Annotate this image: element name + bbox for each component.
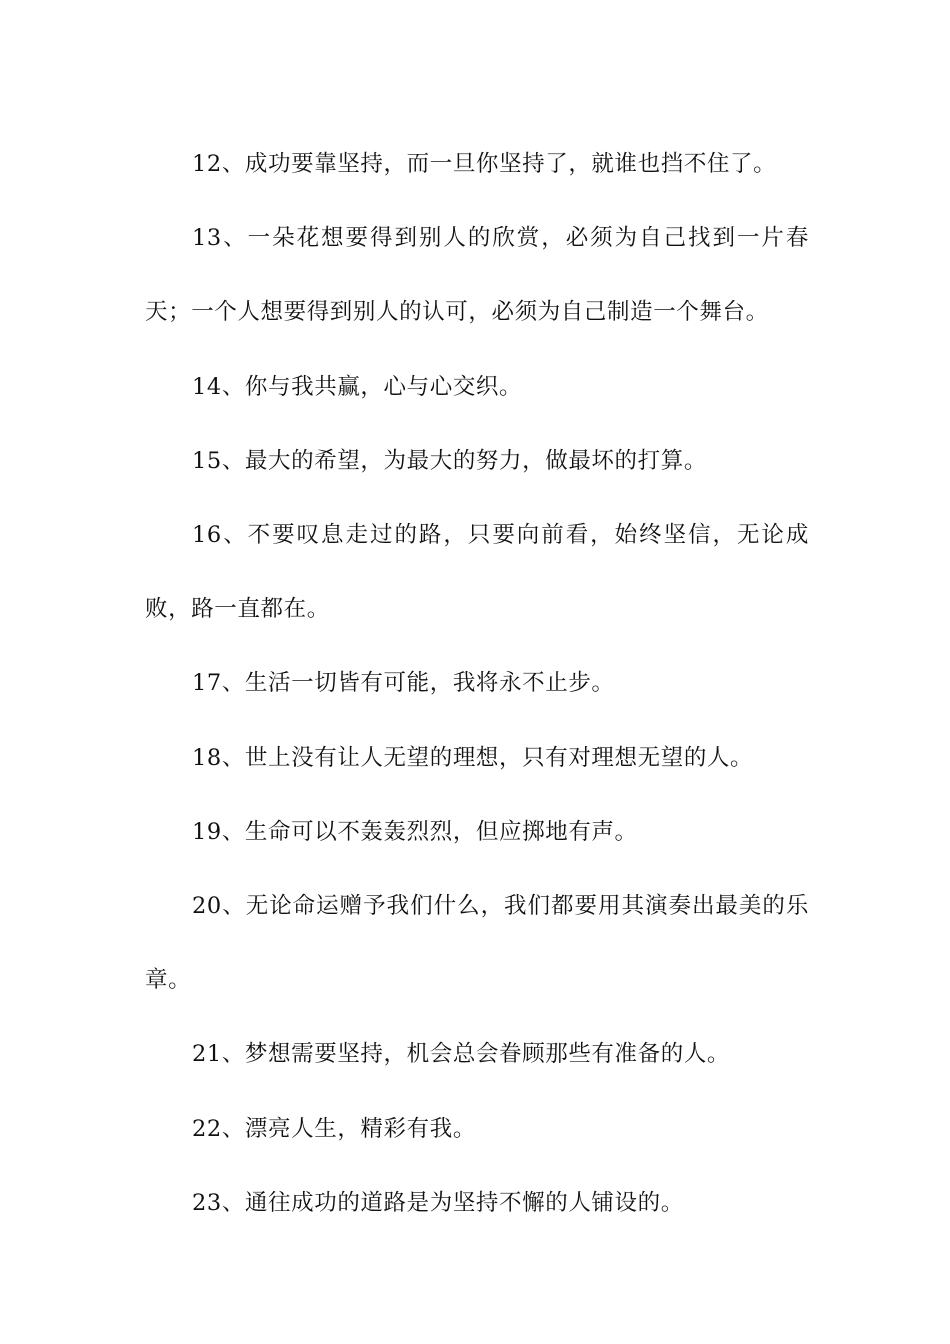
paragraph-17: 17、生活一切皆有可能，我将永不止步。 xyxy=(192,670,615,697)
paragraph-19: 19、生命可以不轰轰烈烈，但应掷地有声。 xyxy=(192,818,638,845)
paragraph-15: 15、最大的希望，为最大的努力，做最坏的打算。 xyxy=(192,447,707,474)
paragraph-12: 12、成功要靠坚持，而一旦你坚持了，就谁也挡不住了。 xyxy=(192,151,777,177)
paragraph-23: 23、通往成功的道路是为坚持不懈的人铺设的。 xyxy=(192,1189,684,1216)
paragraph-18: 18、世上没有让人无望的理想，只有对理想无望的人。 xyxy=(192,744,754,771)
paragraph-20: 20、无论命运赠予我们什么，我们都要用其演奏出最美的乐章。 xyxy=(145,893,809,994)
paragraph-16: 16、不要叹息走过的路，只要向前看，始终坚信，无论成败，路一直都在。 xyxy=(145,522,809,623)
paragraph-14: 14、你与我共赢，心与心交织。 xyxy=(192,373,523,400)
paragraph-21: 21、梦想需要坚持，机会总会眷顾那些有准备的人。 xyxy=(192,1041,731,1068)
paragraph-13: 13、一朵花想要得到别人的欣赏，必须为自己找到一片春天；一个人想要得到别人的认可，必须为自己制造一个舞台。 xyxy=(145,225,809,326)
paragraph-22: 22、漂亮人生，精彩有我。 xyxy=(192,1115,476,1142)
document-body xyxy=(145,127,809,1240)
